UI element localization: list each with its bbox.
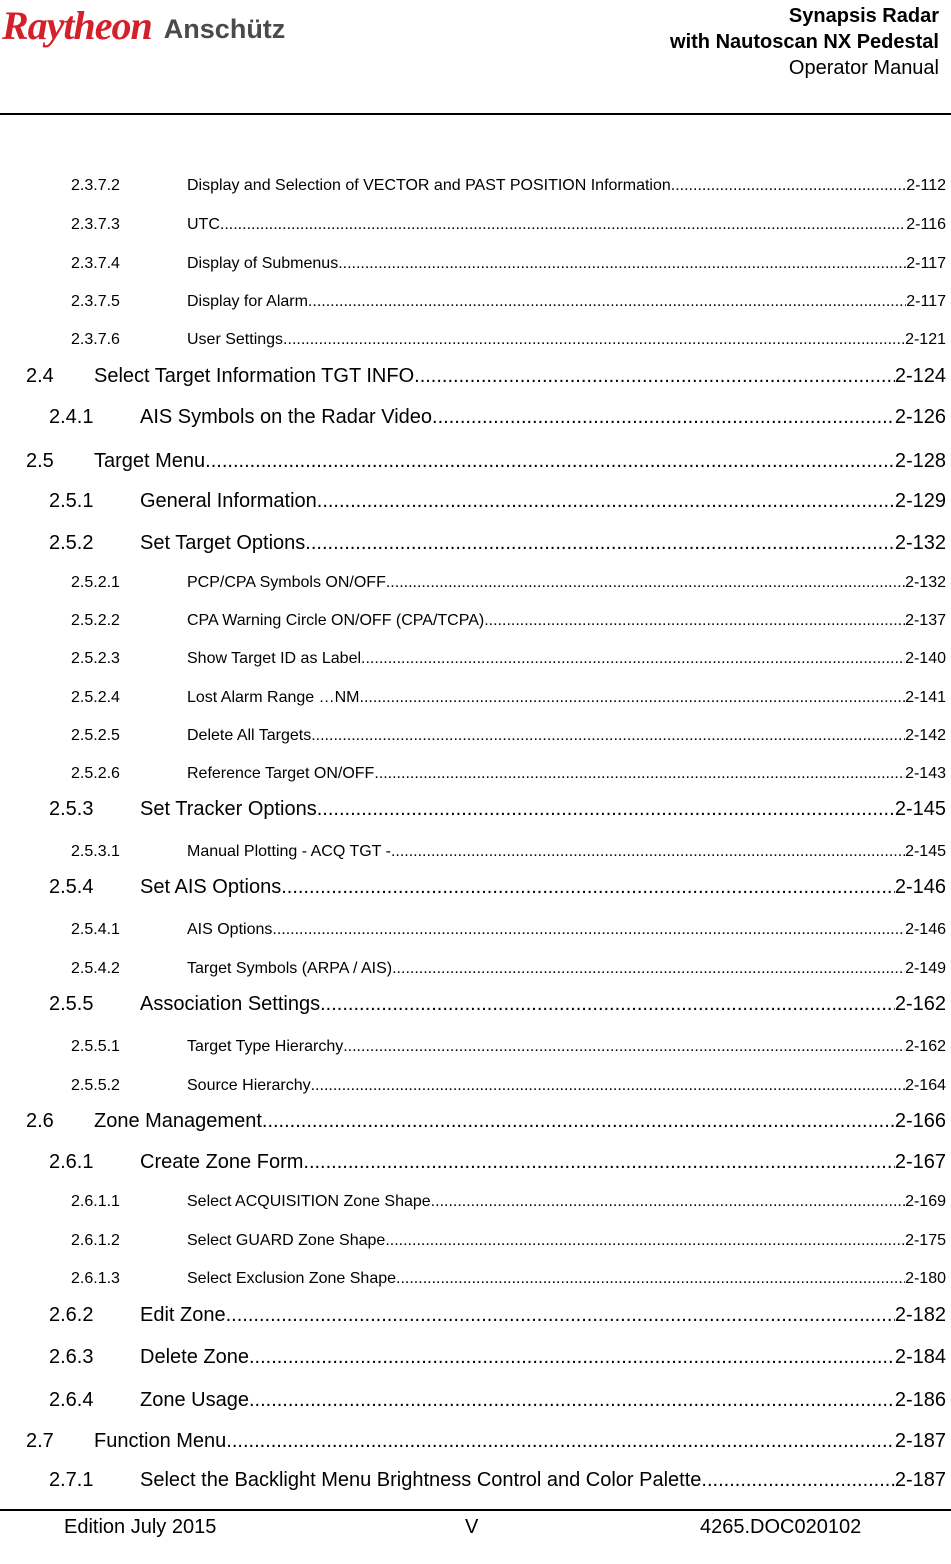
toc-entry-number: 2.7 bbox=[26, 1430, 54, 1452]
toc-entry-title: Set Tracker Options bbox=[140, 798, 317, 820]
toc-entry-page: 2-180 bbox=[905, 1270, 946, 1287]
toc-leader-dots bbox=[281, 876, 895, 899]
toc-entry-number: 2.5.3.1 bbox=[71, 843, 120, 860]
toc-entry-title: Set Target Options bbox=[140, 532, 306, 554]
toc-entry-number: 2.3.7.4 bbox=[71, 255, 120, 272]
footer-doc-number: 4265.DOC020102 bbox=[700, 1516, 862, 1538]
toc-entry-number: 2.3.7.6 bbox=[71, 331, 120, 348]
toc-entry-page: 2-175 bbox=[905, 1232, 946, 1249]
toc-entry-title: Select Target Information TGT INFO bbox=[94, 365, 415, 387]
toc-entry-title: Set AIS Options bbox=[140, 876, 282, 898]
header-title-line3: Operator Manual bbox=[788, 57, 939, 79]
toc-leader-dots bbox=[343, 1038, 905, 1056]
toc-leader-dots bbox=[272, 921, 905, 939]
toc-leader-dots bbox=[205, 450, 895, 473]
toc-leader-dots bbox=[396, 1270, 905, 1288]
toc-entry-number: 2.3.7.3 bbox=[71, 216, 120, 233]
toc-entry[interactable] bbox=[71, 921, 946, 945]
toc-entry-number: 2.6.2 bbox=[49, 1304, 94, 1326]
toc-leader-dots bbox=[391, 843, 905, 861]
toc-entry-number: 2.5.2 bbox=[49, 532, 94, 554]
toc-entry[interactable] bbox=[49, 798, 946, 828]
toc-entry[interactable] bbox=[71, 612, 946, 636]
toc-entry-number: 2.5.2.3 bbox=[71, 650, 120, 667]
toc-entry-title: AIS Options bbox=[187, 921, 273, 938]
toc-entry-number: 2.5.5 bbox=[49, 993, 94, 1015]
toc-leader-dots bbox=[392, 960, 905, 978]
toc-leader-dots bbox=[308, 293, 906, 311]
toc-leader-dots bbox=[262, 1110, 895, 1133]
toc-entry-title: Target Menu bbox=[94, 450, 206, 472]
toc-entry-number: 2.5.4.1 bbox=[71, 921, 120, 938]
toc-entry-number: 2.5.2.4 bbox=[71, 689, 120, 706]
toc-entry-number: 2.5.2.2 bbox=[71, 612, 120, 629]
toc-entry-number: 2.5.2.6 bbox=[71, 765, 120, 782]
toc-entry-number: 2.6.3 bbox=[49, 1346, 94, 1368]
toc-entry-title: Display for Alarm bbox=[187, 293, 308, 310]
toc-entry-number: 2.5.5.1 bbox=[71, 1038, 120, 1055]
toc-entry-title: Show Target ID as Label bbox=[187, 650, 362, 667]
toc-entry[interactable] bbox=[71, 574, 946, 598]
toc-entry[interactable] bbox=[71, 255, 946, 279]
toc-entry-title: User Settings bbox=[187, 331, 284, 348]
toc-entry-page: 2-146 bbox=[905, 921, 946, 938]
footer-page-number: V bbox=[465, 1516, 479, 1538]
toc-entry-number: 2.5.2.1 bbox=[71, 574, 120, 591]
document-header bbox=[670, 3, 939, 81]
toc-entry[interactable] bbox=[71, 216, 946, 240]
toc-entry[interactable] bbox=[26, 365, 946, 395]
toc-entry[interactable] bbox=[26, 1430, 946, 1460]
toc-entry-number: 2.5.2.5 bbox=[71, 727, 120, 744]
toc-entry-number: 2.6.1 bbox=[49, 1151, 94, 1173]
toc-leader-dots bbox=[338, 255, 906, 273]
toc-entry-page: 2-128 bbox=[894, 450, 946, 472]
toc-entry[interactable] bbox=[71, 1038, 946, 1062]
toc-entry-number: 2.6.1.3 bbox=[71, 1270, 120, 1287]
toc-entry-title: Function Menu bbox=[94, 1430, 227, 1452]
toc-entry-page: 2-126 bbox=[894, 406, 946, 428]
toc-entry-page: 2-186 bbox=[894, 1389, 946, 1411]
toc-entry[interactable] bbox=[71, 1193, 946, 1217]
toc-leader-dots bbox=[361, 650, 905, 668]
toc-entry[interactable] bbox=[49, 1304, 946, 1334]
toc-entry-page: 2-162 bbox=[894, 993, 946, 1015]
toc-entry-number: 2.6.1.2 bbox=[71, 1232, 120, 1249]
toc-entry-title: Edit Zone bbox=[140, 1304, 226, 1326]
toc-entry-page: 2-146 bbox=[894, 876, 946, 898]
toc-entry-title: Association Settings bbox=[140, 993, 321, 1015]
toc-entry[interactable] bbox=[71, 331, 946, 355]
toc-entry-page: 2-145 bbox=[894, 798, 946, 820]
toc-entry-page: 2-117 bbox=[906, 255, 946, 272]
toc-entry[interactable] bbox=[49, 1389, 946, 1419]
logo-wordmark: Raytheon bbox=[2, 3, 152, 48]
toc-entry-number: 2.5.5.2 bbox=[71, 1077, 120, 1094]
toc-entry-title: Display and Selection of VECTOR and PAST POSITION Information bbox=[187, 177, 671, 194]
toc-entry-page: 2-187 bbox=[894, 1430, 946, 1452]
toc-entry-page: 2-187 bbox=[894, 1469, 946, 1491]
toc-leader-dots bbox=[317, 798, 895, 821]
toc-leader-dots bbox=[283, 331, 905, 349]
toc-entry[interactable] bbox=[71, 1077, 946, 1101]
toc-entry-number: 2.6 bbox=[26, 1110, 54, 1132]
footer-divider bbox=[0, 1509, 951, 1511]
toc-entry[interactable] bbox=[71, 293, 946, 317]
toc-entry-page: 2-164 bbox=[905, 1077, 946, 1094]
toc-entry-title: Select the Backlight Menu Brightness Control and Color Palette bbox=[140, 1469, 702, 1491]
toc-entry-page: 2-117 bbox=[906, 293, 946, 310]
toc-leader-dots bbox=[220, 216, 906, 234]
toc-entry-number: 2.5.4 bbox=[49, 876, 94, 898]
toc-entry-number: 2.3.7.5 bbox=[71, 293, 120, 310]
toc-entry-number: 2.5.4.2 bbox=[71, 960, 120, 977]
toc-entry-page: 2-145 bbox=[905, 843, 946, 860]
toc-leader-dots bbox=[386, 574, 905, 592]
toc-entry-page: 2-184 bbox=[894, 1346, 946, 1368]
toc-leader-dots bbox=[320, 993, 895, 1016]
toc-entry-title: UTC bbox=[187, 216, 220, 233]
toc-entry-number: 2.3.7.2 bbox=[71, 177, 120, 194]
toc-leader-dots bbox=[311, 727, 905, 745]
toc-entry-title: Delete All Targets bbox=[187, 727, 312, 744]
toc-entry[interactable] bbox=[49, 490, 946, 520]
toc-entry-page: 2-132 bbox=[905, 574, 946, 591]
toc-entry-title: General Information bbox=[140, 490, 317, 512]
toc-leader-dots bbox=[311, 1077, 905, 1095]
toc-leader-dots bbox=[303, 1151, 894, 1174]
toc-entry-page: 2-149 bbox=[905, 960, 946, 977]
toc-entry-page: 2-143 bbox=[905, 765, 946, 782]
toc-entry-title: Target Symbols (ARPA / AIS) bbox=[187, 960, 393, 977]
toc-entry-title: Create Zone Form bbox=[140, 1151, 304, 1173]
toc-entry-number: 2.5.3 bbox=[49, 798, 94, 820]
toc-entry-title: Lost Alarm Range …NM bbox=[187, 689, 360, 706]
toc-entry[interactable] bbox=[26, 1110, 946, 1140]
toc-entry[interactable] bbox=[49, 993, 946, 1023]
footer-edition: Edition July 2015 bbox=[64, 1516, 217, 1538]
toc-leader-dots bbox=[414, 365, 895, 388]
toc-entry-page: 2-141 bbox=[905, 689, 946, 706]
toc-entry[interactable] bbox=[71, 843, 946, 867]
toc-entry-title: Delete Zone bbox=[140, 1346, 249, 1368]
toc-entry[interactable] bbox=[71, 1232, 946, 1256]
toc-leader-dots bbox=[360, 689, 906, 707]
toc-leader-dots bbox=[317, 490, 895, 513]
toc-entry-number: 2.5.1 bbox=[49, 490, 94, 512]
toc-entry-number: 2.5 bbox=[26, 450, 54, 472]
toc-entry-title: CPA Warning Circle ON/OFF (CPA/TCPA) bbox=[187, 612, 485, 629]
toc-entry[interactable] bbox=[71, 1270, 946, 1294]
toc-entry-page: 2-116 bbox=[906, 216, 946, 233]
toc-entry[interactable] bbox=[49, 1469, 946, 1499]
toc-leader-dots bbox=[226, 1304, 895, 1327]
toc-entry-title: Select Exclusion Zone Shape bbox=[187, 1270, 397, 1287]
toc-leader-dots bbox=[432, 406, 895, 429]
toc-leader-dots bbox=[484, 612, 905, 630]
toc-leader-dots bbox=[431, 1193, 905, 1211]
toc-entry[interactable] bbox=[49, 1346, 946, 1376]
toc-leader-dots bbox=[249, 1346, 895, 1369]
toc-entry-page: 2-140 bbox=[905, 650, 946, 667]
toc-entry-page: 2-167 bbox=[894, 1151, 946, 1173]
toc-entry-title: Reference Target ON/OFF bbox=[187, 765, 375, 782]
toc-leader-dots bbox=[374, 765, 905, 783]
toc-entry[interactable] bbox=[49, 406, 946, 436]
toc-entry-page: 2-121 bbox=[905, 331, 946, 348]
toc-entry-title: Select ACQUISITION Zone Shape bbox=[187, 1193, 431, 1210]
toc-entry-title: Target Type Hierarchy bbox=[187, 1038, 344, 1055]
toc-entry-page: 2-166 bbox=[894, 1110, 946, 1132]
toc-entry-page: 2-142 bbox=[905, 727, 946, 744]
toc-leader-dots bbox=[305, 532, 895, 555]
logo-subbrand: Anschütz bbox=[163, 14, 286, 44]
toc-entry[interactable] bbox=[71, 765, 946, 789]
toc-entry[interactable] bbox=[49, 532, 946, 562]
toc-entry[interactable] bbox=[71, 960, 946, 984]
toc-entry-page: 2-129 bbox=[894, 490, 946, 512]
toc-leader-dots bbox=[671, 177, 907, 195]
toc-entry[interactable] bbox=[71, 689, 946, 713]
toc-entry-title: Display of Submenus bbox=[187, 255, 339, 272]
toc-entry-title: Zone Usage bbox=[140, 1389, 249, 1411]
toc-entry-title: AIS Symbols on the Radar Video bbox=[140, 406, 433, 428]
toc-entry-title: Select GUARD Zone Shape bbox=[187, 1232, 386, 1249]
toc-leader-dots bbox=[226, 1430, 895, 1453]
toc-entry-page: 2-137 bbox=[905, 612, 946, 629]
toc-leader-dots bbox=[385, 1232, 905, 1250]
toc-entry-page: 2-182 bbox=[894, 1304, 946, 1326]
header-title-line1: Synapsis Radar bbox=[788, 5, 939, 27]
toc-entry[interactable] bbox=[71, 650, 946, 674]
toc-entry-number: 2.6.4 bbox=[49, 1389, 94, 1411]
toc-entry[interactable] bbox=[49, 876, 946, 906]
toc-entry-number: 2.6.1.1 bbox=[71, 1193, 120, 1210]
toc-entry-number: 2.4 bbox=[26, 365, 54, 387]
toc-entry-page: 2-132 bbox=[894, 532, 946, 554]
header-title-line2: with Nautoscan NX Pedestal bbox=[670, 31, 939, 53]
toc-entry-title: Manual Plotting - ACQ TGT - bbox=[187, 843, 391, 860]
toc-entry-page: 2-124 bbox=[894, 365, 946, 387]
toc-leader-dots bbox=[701, 1469, 894, 1492]
toc-entry-page: 2-169 bbox=[905, 1193, 946, 1210]
toc-entry[interactable] bbox=[71, 727, 946, 751]
toc-entry-page: 2-112 bbox=[906, 177, 946, 194]
toc-entry-title: Zone Management bbox=[94, 1110, 262, 1132]
toc-entry-page: 2-162 bbox=[905, 1038, 946, 1055]
toc-entry[interactable] bbox=[49, 1151, 946, 1181]
toc-entry-number: 2.7.1 bbox=[49, 1469, 94, 1491]
toc-leader-dots bbox=[249, 1389, 895, 1412]
header-divider bbox=[0, 113, 951, 115]
toc-entry-title: PCP/CPA Symbols ON/OFF bbox=[187, 574, 386, 591]
toc-entry[interactable] bbox=[71, 177, 946, 201]
toc-entry-number: 2.4.1 bbox=[49, 406, 94, 428]
company-logo bbox=[2, 2, 285, 46]
toc-entry-title: Source Hierarchy bbox=[187, 1077, 311, 1094]
toc-entry[interactable] bbox=[26, 450, 946, 480]
